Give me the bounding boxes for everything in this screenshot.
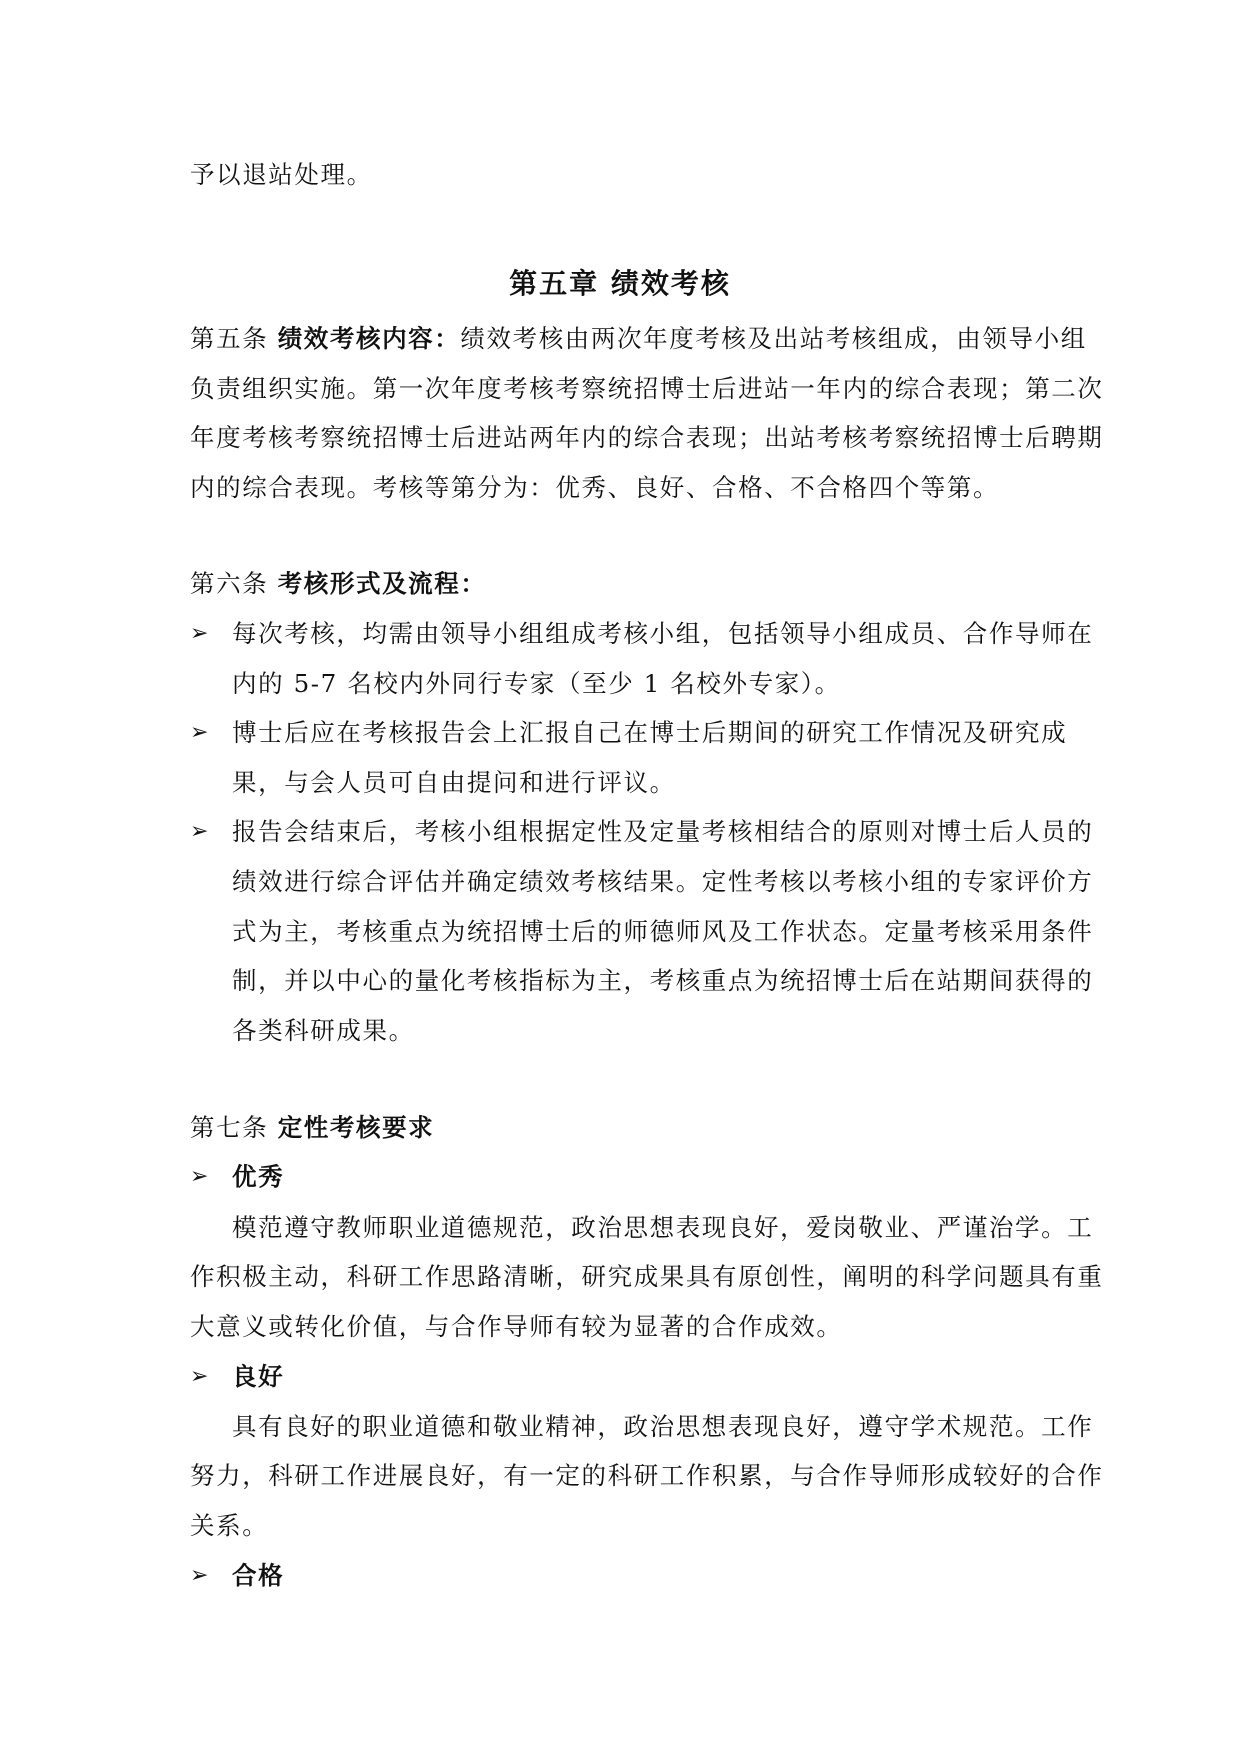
article6-item-1-line: 内的 5-7 名校内外同行专家（至少 1 名校外专家）。	[232, 669, 841, 698]
grade-good-title: 良好	[232, 1362, 285, 1391]
article6-item-3-line: 各类科研成果。	[232, 1016, 415, 1045]
article5-line: 内的综合表现。考核等第分为：优秀、良好、合格、不合格四个等第。	[190, 473, 1000, 502]
grade-excellent-line: 作积极主动，科研工作思路清晰，研究成果具有原创性，阐明的科学问题具有重	[190, 1262, 1104, 1291]
article5-first-line	[190, 322, 1087, 356]
article5-line: 负责组织实施。第一次年度考核考察统招博士后进站一年内的综合表现；第二次	[190, 374, 1104, 403]
grade-excellent-line: 大意义或转化价值，与合作导师有较为显著的合作成效。	[190, 1312, 843, 1341]
arrow-bullet-icon: ➢	[190, 1563, 209, 1588]
article6-item-3-line: 报告会结束后，考核小组根据定性及定量考核相结合的原则对博士后人员的	[232, 817, 1094, 846]
article5-label: 第五条	[190, 324, 278, 353]
article6-heading: 考核形式及流程：	[277, 569, 487, 598]
article6-item-2-line: 博士后应在考核报告会上汇报自己在博士后期间的研究工作情况及研究成	[232, 718, 1068, 747]
article6-item-1-line: 每次考核，均需由领导小组组成考核小组，包括领导小组成员、合作导师在	[232, 619, 1094, 648]
article6-heading-line	[190, 567, 1060, 601]
grade-pass-title: 合格	[232, 1561, 285, 1590]
article7-heading: 定性考核要求	[277, 1113, 435, 1142]
arrow-bullet-icon: ➢	[190, 1364, 209, 1389]
chapter-title: 第五章 绩效考核	[509, 267, 731, 300]
article6-item-3-line: 制，并以中心的量化考核指标为主，考核重点为统招博士后在站期间获得的	[232, 966, 1094, 995]
article7-label: 第七条	[190, 1113, 278, 1142]
intro-tail: 予以退站处理。	[190, 160, 373, 189]
article6-item-2-line: 果，与会人员可自由提问和进行评议。	[232, 768, 676, 797]
article6-item-3-line: 绩效进行综合评估并确定绩效考核结果。定性考核以考核小组的专家评价方	[232, 867, 1094, 896]
arrow-bullet-icon: ➢	[190, 1164, 209, 1189]
article5-line: 年度考核考察统招博士后进站两年内的综合表现；出站考核考察统招博士后聘期	[190, 423, 1104, 452]
grade-good-line: 具有良好的职业道德和敬业精神，政治思想表现良好，遵守学术规范。工作	[232, 1412, 1094, 1441]
arrow-bullet-icon: ➢	[190, 621, 209, 646]
article7-heading-line	[190, 1111, 1060, 1145]
grade-good-line: 努力，科研工作进展良好，有一定的科研工作积累，与合作导师形成较好的合作	[190, 1461, 1104, 1490]
grade-excellent-title: 优秀	[232, 1162, 285, 1191]
grade-excellent-line: 模范遵守教师职业道德规范，政治思想表现良好，爱岗敬业、严谨治学。工	[232, 1213, 1094, 1242]
article6-label: 第六条	[190, 569, 278, 598]
grade-good-line: 关系。	[190, 1511, 269, 1540]
article5-heading: 绩效考核内容：	[277, 324, 461, 353]
article5-text: 绩效考核由两次年度考核及出站考核组成，由领导小组	[460, 324, 1087, 353]
arrow-bullet-icon: ➢	[190, 720, 209, 745]
arrow-bullet-icon: ➢	[190, 819, 209, 844]
article6-item-3-line: 式为主，考核重点为统招博士后的师德师风及工作状态。定量考核采用条件	[232, 917, 1094, 946]
